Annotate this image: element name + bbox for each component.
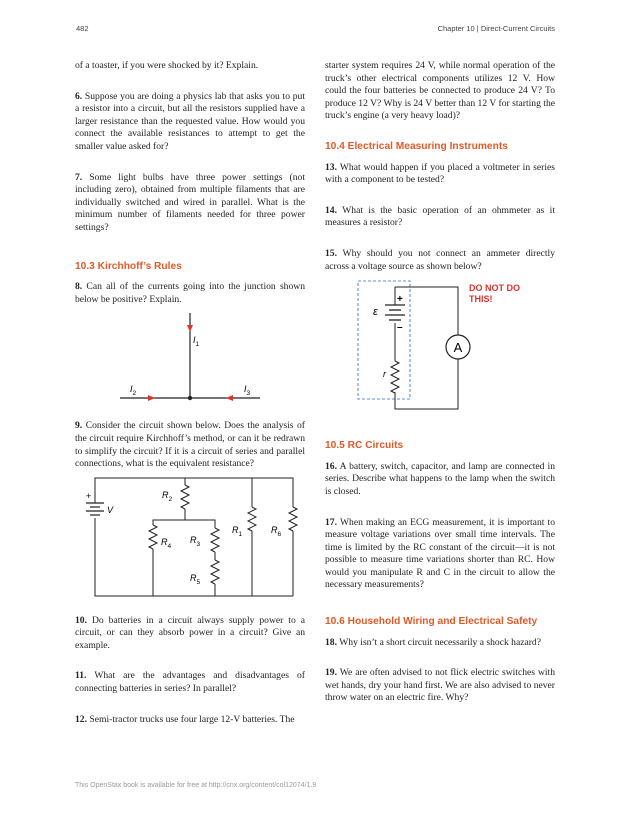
question-text: Do batteries in a circuit always supply power to a circuit, or can they absorb power in a circuit? Give an example.	[75, 614, 305, 651]
question-11	[75, 670, 305, 695]
resistor-r5	[211, 560, 219, 584]
warning-line-1: DO NOT DO	[469, 283, 520, 294]
question-number: 11.	[75, 670, 87, 682]
question-16	[325, 461, 555, 499]
question-14	[325, 205, 555, 230]
battery-plus: +	[397, 294, 403, 306]
battery-v	[86, 503, 104, 515]
question-18	[325, 637, 555, 650]
arrow-i2	[148, 395, 155, 401]
left-column	[75, 60, 305, 744]
question-text: Consider the circuit shown below. Does the analysis of the circuit require Kirchhoff’s method, or can it be redrawn to simplify the circuit? If it is a circuit of series and parallel connections, what is the equivalent resistance?	[75, 420, 305, 470]
arrow-i3	[226, 395, 233, 401]
question-text: Suppose you are doing a physics lab that asks you to put a resistor into a circuit, but all the resistors supplied have a larger resistance than the requested value. How would you connect the available resistances to attempt to get the smaller value asked for?	[75, 90, 305, 152]
question-17	[325, 517, 555, 593]
battery-emf	[385, 305, 405, 320]
question-text: Why should you not connect an ammeter directly across a voltage source as shown below?	[325, 247, 556, 272]
label-r4: $R_4$	[161, 536, 172, 550]
question-13	[325, 162, 555, 187]
label-r: r	[383, 369, 386, 380]
question-number: 13.	[325, 161, 337, 173]
question-text: A battery, switch, capacitor, and lamp are connected in series. Describe what happens to the lamp when the switch is closed.	[325, 460, 556, 497]
label-i1: $I_1$	[193, 335, 200, 349]
question-number: 7.	[75, 171, 83, 183]
label-r3: $R_3$	[190, 534, 201, 548]
right-column	[325, 60, 555, 723]
question-number: 14.	[325, 204, 337, 216]
q12-continuation: starter system requires 24 V, while normal operation of the truck’s other electrical components utilizes 12 V. How could the four batteries be connected to produce 24 V? To produce 12 V? Why is 24 V better than 12 V for starting the truck’s engine (a very heavy load)?	[325, 60, 555, 122]
label-i3: $I_3$	[244, 384, 251, 398]
ammeter-figure	[325, 277, 555, 422]
question-number: 17.	[325, 516, 337, 528]
label-v: V	[107, 504, 114, 515]
question-number: 6.	[75, 90, 83, 102]
chapter-header: Chapter 10 | Direct-Current Circuits	[437, 24, 555, 33]
resistor-r2	[181, 485, 189, 509]
question-number: 18.	[325, 636, 337, 648]
resistor-circuit-figure	[75, 473, 305, 603]
question-number: 16.	[325, 460, 337, 472]
section-heading-10-4: 10.4 Electrical Measuring Instruments	[325, 140, 508, 152]
question-number: 10.	[75, 614, 87, 626]
question-number: 15.	[325, 247, 337, 259]
question-number: 12.	[75, 713, 87, 725]
question-15	[325, 248, 555, 273]
question-text: What would happen if you placed a voltmeter in series with a component to be tested?	[325, 161, 555, 186]
label-emf: ε	[373, 306, 378, 319]
question-7	[75, 172, 305, 235]
question-text: Some light bulbs have three power settings (not including zero), obtained from multiple filaments that are individually switched and wired in parallel. What is the minimum number of filaments needed for three power settings?	[75, 171, 305, 233]
q5-continuation: of a toaster, if you were shocked by it? Explain.	[75, 60, 259, 71]
question-10	[75, 615, 305, 653]
junction-figure	[75, 310, 305, 410]
resistor-r4	[149, 525, 157, 549]
question-number: 19.	[325, 667, 337, 679]
label-r2: $R_2$	[162, 489, 173, 503]
question-text: Why isn’t a short circuit necessarily a shock hazard?	[339, 636, 541, 648]
question-9	[75, 420, 305, 470]
question-19	[325, 667, 555, 705]
ammeter-label: A	[453, 340, 463, 356]
question-text: Semi-tractor trucks use four large 12-V batteries. The	[89, 713, 295, 725]
section-heading-10-6: 10.6 Household Wiring and Electrical Safety	[325, 616, 538, 628]
question-text: When making an ECG measurement, it is important to measure voltage variations over small time intervals. The time is limited by the RC constant of the circuit—it is not possible to measure time variations shorter than RC. How would you manipulate R and C in the circuit to allow the necessary measurements?	[325, 516, 555, 591]
question-text: What are the advantages and disadvantages of connecting batteries in series? In parallel?	[75, 670, 305, 695]
question-number: 8.	[75, 281, 83, 293]
label-r5: $R_5$	[190, 572, 201, 586]
question-8	[75, 281, 305, 306]
warning-line-2: THIS!	[469, 294, 493, 305]
battery-minus: –	[397, 322, 403, 334]
resistor-r3	[211, 528, 219, 552]
question-6	[75, 91, 305, 154]
label-i2: $I_2$	[130, 384, 137, 398]
battery-plus: +	[86, 490, 92, 501]
arrow-i1	[187, 325, 193, 332]
resistor-r1	[248, 507, 256, 531]
label-r6: $R_6$	[271, 524, 282, 538]
resistor-r6	[289, 507, 297, 531]
question-number: 9.	[75, 420, 83, 432]
section-heading-10-3: 10.3 Kirchhoff’s Rules	[75, 260, 182, 272]
junction-node	[188, 396, 192, 400]
question-text: What is the basic operation of an ohmmeter as it measures a resistor?	[325, 204, 555, 229]
section-heading-10-5: 10.5 RC Circuits	[325, 440, 404, 452]
internal-resistor-r	[391, 361, 399, 393]
label-r1: $R_1$	[232, 524, 243, 538]
question-text: We are often advised to not flick electric switches with wet hands, dry your hand first. We are also advised to never throw water on an electric fire. Why?	[325, 667, 555, 704]
question-text: Can all of the currents going into the junction shown below be positive? Explain.	[75, 281, 305, 305]
footer-note: This OpenStax book is available for free at http://cnx.org/content/col12074/1.9	[75, 782, 317, 789]
question-12	[75, 714, 305, 727]
page-number: 482	[76, 24, 89, 33]
